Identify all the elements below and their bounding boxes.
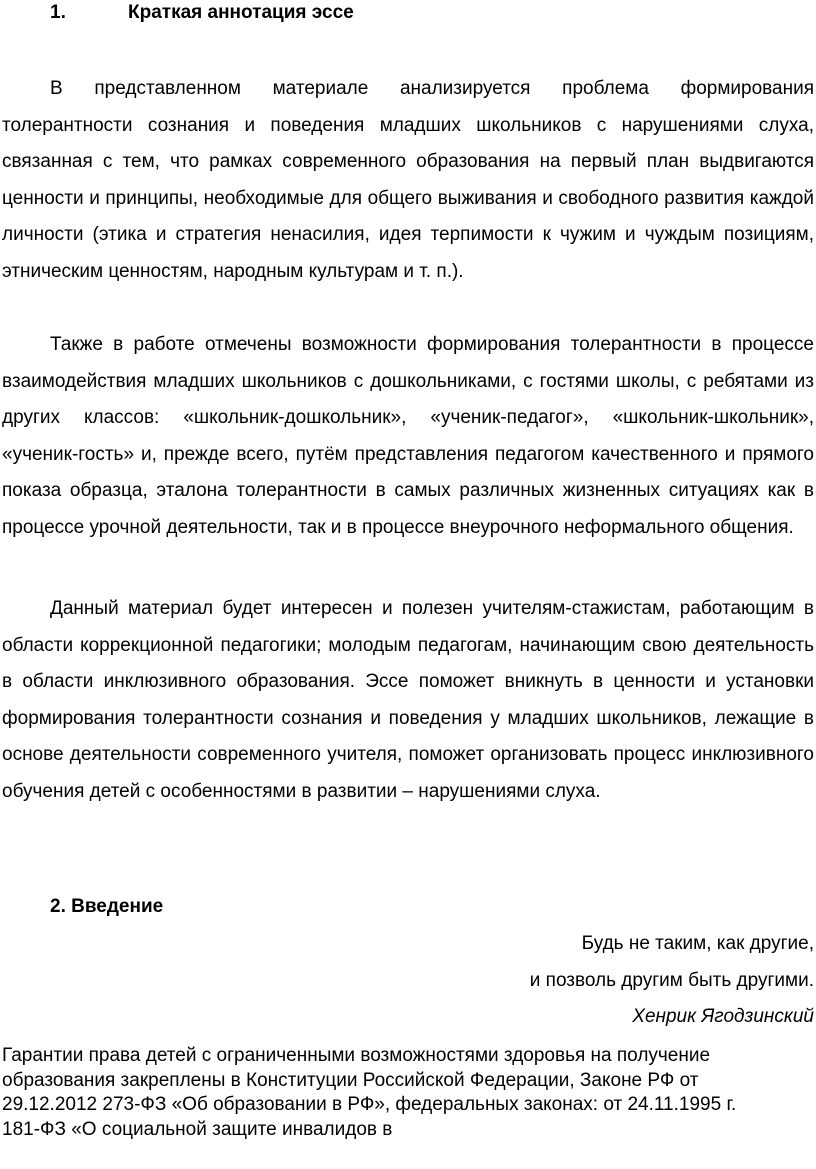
paragraph-text: Данный материал будет интересен и полезен учителям-стажистам, работающим в области коррекционной педагогики; молодым педагогам, начинающим свою деятельность в области инклюзивного образования. Эссе поможет вникнуть в ценности и установки формирования толерантности сознания и поведения у младших школьников, лежащие в основе деятельности современного учителя, поможет организовать процесс инклюзивного обучения детей с особенностями в развитии – нарушениями слуха. <box>2 598 814 802</box>
introduction-paragraph: Гарантии права детей с ограниченными возможностями здоровья на получение образования закреплены в Конституции Российской Федерации, Законе РФ от 29.12.2012 273-ФЗ «Об образовании в РФ», федеральных законах: от 24.11.1995 г. 181-ФЗ «О социальной защите инвалидов в <box>2 1045 737 1140</box>
epigraph <box>530 926 814 1036</box>
epigraph-line-2: и позволь другим быть другими. <box>529 969 814 991</box>
section-1-heading <box>50 2 354 24</box>
paragraph-text: В представленном материале анализируется проблема формирования толерантности сознания и поведения младших школьников с нарушениями слуха, связанная с тем, что рамках современного образования на первый план выдвигаются ценности и принципы, необходимые для общего выживания и свободного развития каждой личности (этика и стратегия ненасилия, идея терпимости к чужим и чуждым позициям, этническим ценностям, народным культурам и т. п.). <box>2 78 814 282</box>
annotation-paragraph-1 <box>2 71 814 291</box>
paragraph-text: Также в работе отмечены возможности формирования толерантности в процессе взаимодействия младших школьников с дошкольниками, с гостями школы, с ребятами из других классов: «школьник-дошкольник», «ученик-педагог», «школьник-школьник», «ученик-гость» и, прежде всего, путём представления педагогом качественного и прямого показа образца, эталона толерантности в самых различных жизненных ситуациях как в процессе урочной деятельности, так и в процессе внеурочного неформального общения. <box>2 334 814 538</box>
annotation-paragraph-2 <box>2 327 814 547</box>
section-1-title: Краткая аннотация эссе <box>128 2 354 23</box>
section-2-heading: 2. Введение <box>50 896 164 917</box>
annotation-paragraph-3 <box>2 591 814 811</box>
section-1-number: 1. <box>50 2 66 23</box>
epigraph-line-1: Будь не таким, как другие, <box>581 933 814 954</box>
epigraph-author: Хенрик Ягодзинский <box>632 1006 814 1028</box>
